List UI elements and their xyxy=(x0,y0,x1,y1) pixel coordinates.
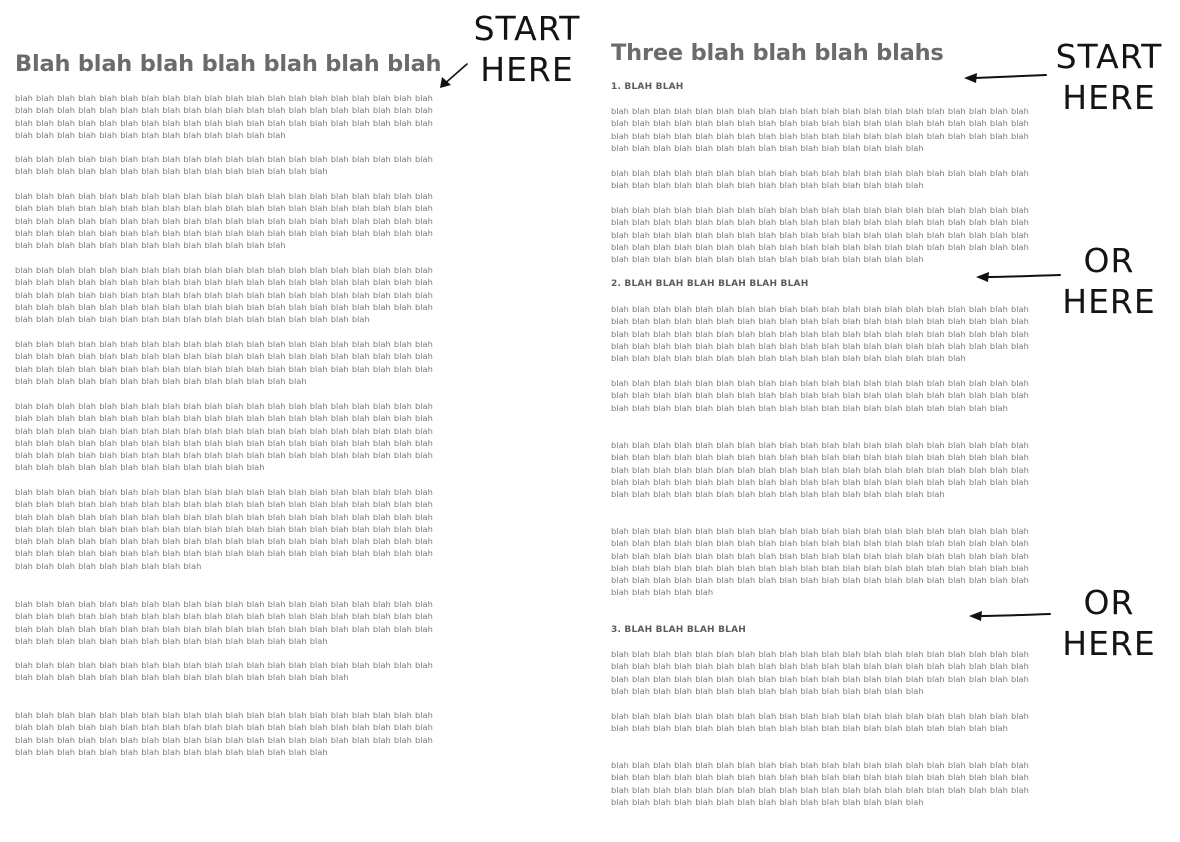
section1-paragraph-1: blah blah blah blah blah blah blah blah blah blah blah blah blah blah blah blah blah blah blah blah blah blah blah blah blah blah blah blah blah blah blah blah blah blah blah blah blah blah blah blah blah blah blah blah blah blah blah blah blah blah blah blah blah blah blah blah blah blah blah blah blah blah blah blah blah blah blah blah blah blah blah blah blah blah blah xyxy=(611,106,1029,153)
arrow-right-start-icon xyxy=(964,73,1046,83)
callout-right-start-line2: HERE xyxy=(1062,78,1156,117)
right-document-title: Three blah blah blah blahs xyxy=(611,40,944,66)
left-paragraph-1: blah blah blah blah blah blah blah blah blah blah blah blah blah blah blah blah blah blah blah blah blah blah blah blah blah blah blah blah blah blah blah blah blah blah blah blah blah blah blah blah blah blah blah blah blah blah blah blah blah blah blah blah blah blah blah blah blah blah blah blah blah blah blah blah blah blah blah blah blah blah blah blah blah xyxy=(15,93,433,140)
section3-paragraph-1: blah blah blah blah blah blah blah blah blah blah blah blah blah blah blah blah blah blah blah blah blah blah blah blah blah blah blah blah blah blah blah blah blah blah blah blah blah blah blah blah blah blah blah blah blah blah blah blah blah blah blah blah blah blah blah blah blah blah blah blah blah blah blah blah blah blah blah blah blah blah blah blah blah blah blah xyxy=(611,649,1029,696)
section3-paragraph-2: blah blah blah blah blah blah blah blah blah blah blah blah blah blah blah blah blah blah blah blah blah blah blah blah blah blah blah blah blah blah blah blah blah blah blah blah blah blah blah xyxy=(611,711,1029,734)
left-paragraph-4: blah blah blah blah blah blah blah blah blah blah blah blah blah blah blah blah blah blah blah blah blah blah blah blah blah blah blah blah blah blah blah blah blah blah blah blah blah blah blah blah blah blah blah blah blah blah blah blah blah blah blah blah blah blah blah blah blah blah blah blah blah blah blah blah blah blah blah blah blah blah blah blah blah blah blah blah blah blah blah blah blah blah blah blah blah blah blah blah blah blah blah blah blah blah blah blah blah xyxy=(15,265,433,325)
callout-or-here-2-line2: HERE xyxy=(1062,624,1156,663)
arrow-left-start-icon xyxy=(440,64,467,88)
arrow-or-here-2-icon xyxy=(969,611,1050,621)
arrow-or-here-1-icon xyxy=(976,272,1060,282)
left-paragraph-6: blah blah blah blah blah blah blah blah blah blah blah blah blah blah blah blah blah blah blah blah blah blah blah blah blah blah blah blah blah blah blah blah blah blah blah blah blah blah blah blah blah blah blah blah blah blah blah blah blah blah blah blah blah blah blah blah blah blah blah blah blah blah blah blah blah blah blah blah blah blah blah blah blah blah blah blah blah blah blah blah blah blah blah blah blah blah blah blah blah blah blah blah blah blah blah blah blah blah blah blah blah blah blah blah blah blah blah blah blah blah blah blah xyxy=(15,401,433,473)
section2-paragraph-3: blah blah blah blah blah blah blah blah blah blah blah blah blah blah blah blah blah blah blah blah blah blah blah blah blah blah blah blah blah blah blah blah blah blah blah blah blah blah blah blah blah blah blah blah blah blah blah blah blah blah blah blah blah blah blah blah blah blah blah blah blah blah blah blah blah blah blah blah blah blah blah blah blah blah blah blah blah blah blah blah blah blah blah blah blah blah blah blah blah blah blah blah blah blah blah blah xyxy=(611,440,1029,500)
callout-left-start-line2: HERE xyxy=(480,50,574,89)
left-paragraph-10: blah blah blah blah blah blah blah blah blah blah blah blah blah blah blah blah blah blah blah blah blah blah blah blah blah blah blah blah blah blah blah blah blah blah blah blah blah blah blah blah blah blah blah blah blah blah blah blah blah blah blah blah blah blah blah blah blah blah blah blah blah blah blah blah blah blah blah blah blah blah blah blah blah blah blah xyxy=(15,710,433,757)
callout-or-here-1-line2: HERE xyxy=(1062,282,1156,321)
left-paragraph-8: blah blah blah blah blah blah blah blah blah blah blah blah blah blah blah blah blah blah blah blah blah blah blah blah blah blah blah blah blah blah blah blah blah blah blah blah blah blah blah blah blah blah blah blah blah blah blah blah blah blah blah blah blah blah blah blah blah blah blah blah blah blah blah blah blah blah blah blah blah blah blah blah blah blah blah xyxy=(15,599,433,646)
section3-paragraph-3: blah blah blah blah blah blah blah blah blah blah blah blah blah blah blah blah blah blah blah blah blah blah blah blah blah blah blah blah blah blah blah blah blah blah blah blah blah blah blah blah blah blah blah blah blah blah blah blah blah blah blah blah blah blah blah blah blah blah blah blah blah blah blah blah blah blah blah blah blah blah blah blah blah blah blah xyxy=(611,760,1029,807)
section2-paragraph-2: blah blah blah blah blah blah blah blah blah blah blah blah blah blah blah blah blah blah blah blah blah blah blah blah blah blah blah blah blah blah blah blah blah blah blah blah blah blah blah blah blah blah blah blah blah blah blah blah blah blah blah blah blah blah blah blah blah blah blah xyxy=(611,378,1029,413)
section-heading-3: 3. BLAH BLAH BLAH BLAH xyxy=(611,625,746,635)
left-document-title: Blah blah blah blah blah blah blah xyxy=(15,51,442,77)
left-paragraph-2: blah blah blah blah blah blah blah blah blah blah blah blah blah blah blah blah blah blah blah blah blah blah blah blah blah blah blah blah blah blah blah blah blah blah blah xyxy=(15,154,433,177)
left-paragraph-3: blah blah blah blah blah blah blah blah blah blah blah blah blah blah blah blah blah blah blah blah blah blah blah blah blah blah blah blah blah blah blah blah blah blah blah blah blah blah blah blah blah blah blah blah blah blah blah blah blah blah blah blah blah blah blah blah blah blah blah blah blah blah blah blah blah blah blah blah blah blah blah blah blah blah blah blah blah blah blah blah blah blah blah blah blah blah blah blah blah blah blah blah blah xyxy=(15,191,433,251)
section2-paragraph-1: blah blah blah blah blah blah blah blah blah blah blah blah blah blah blah blah blah blah blah blah blah blah blah blah blah blah blah blah blah blah blah blah blah blah blah blah blah blah blah blah blah blah blah blah blah blah blah blah blah blah blah blah blah blah blah blah blah blah blah blah blah blah blah blah blah blah blah blah blah blah blah blah blah blah blah blah blah blah blah blah blah blah blah blah blah blah blah blah blah blah blah blah blah blah blah blah blah xyxy=(611,304,1029,364)
section1-paragraph-2: blah blah blah blah blah blah blah blah blah blah blah blah blah blah blah blah blah blah blah blah blah blah blah blah blah blah blah blah blah blah blah blah blah blah blah xyxy=(611,168,1029,191)
callout-or-here-1-line1: OR xyxy=(1083,241,1135,280)
section2-paragraph-4: blah blah blah blah blah blah blah blah blah blah blah blah blah blah blah blah blah blah blah blah blah blah blah blah blah blah blah blah blah blah blah blah blah blah blah blah blah blah blah blah blah blah blah blah blah blah blah blah blah blah blah blah blah blah blah blah blah blah blah blah blah blah blah blah blah blah blah blah blah blah blah blah blah blah blah blah blah blah blah blah blah blah blah blah blah blah blah blah blah blah blah blah blah blah blah blah blah blah blah blah blah blah blah blah blah xyxy=(611,526,1029,598)
callout-right-start-line1: START xyxy=(1055,37,1163,76)
callout-left-start-line1: START xyxy=(473,9,581,48)
section1-paragraph-3: blah blah blah blah blah blah blah blah blah blah blah blah blah blah blah blah blah blah blah blah blah blah blah blah blah blah blah blah blah blah blah blah blah blah blah blah blah blah blah blah blah blah blah blah blah blah blah blah blah blah blah blah blah blah blah blah blah blah blah blah blah blah blah blah blah blah blah blah blah blah blah blah blah blah blah blah blah blah blah blah blah blah blah blah blah blah blah blah blah blah blah blah blah blah blah xyxy=(611,205,1029,265)
section-heading-2: 2. BLAH BLAH BLAH BLAH BLAH BLAH xyxy=(611,279,809,289)
section-heading-1: 1. BLAH BLAH xyxy=(611,82,684,92)
callout-or-here-2-line1: OR xyxy=(1083,583,1135,622)
left-paragraph-7: blah blah blah blah blah blah blah blah blah blah blah blah blah blah blah blah blah blah blah blah blah blah blah blah blah blah blah blah blah blah blah blah blah blah blah blah blah blah blah blah blah blah blah blah blah blah blah blah blah blah blah blah blah blah blah blah blah blah blah blah blah blah blah blah blah blah blah blah blah blah blah blah blah blah blah blah blah blah blah blah blah blah blah blah blah blah blah blah blah blah blah blah blah blah blah blah blah blah blah blah blah blah blah blah blah blah blah blah blah blah blah blah blah blah blah blah blah blah blah blah blah blah blah blah blah blah blah blah blah xyxy=(15,487,433,571)
left-paragraph-9: blah blah blah blah blah blah blah blah blah blah blah blah blah blah blah blah blah blah blah blah blah blah blah blah blah blah blah blah blah blah blah blah blah blah blah blah xyxy=(15,660,433,683)
left-paragraph-5: blah blah blah blah blah blah blah blah blah blah blah blah blah blah blah blah blah blah blah blah blah blah blah blah blah blah blah blah blah blah blah blah blah blah blah blah blah blah blah blah blah blah blah blah blah blah blah blah blah blah blah blah blah blah blah blah blah blah blah blah blah blah blah blah blah blah blah blah blah blah blah blah blah blah xyxy=(15,339,433,386)
